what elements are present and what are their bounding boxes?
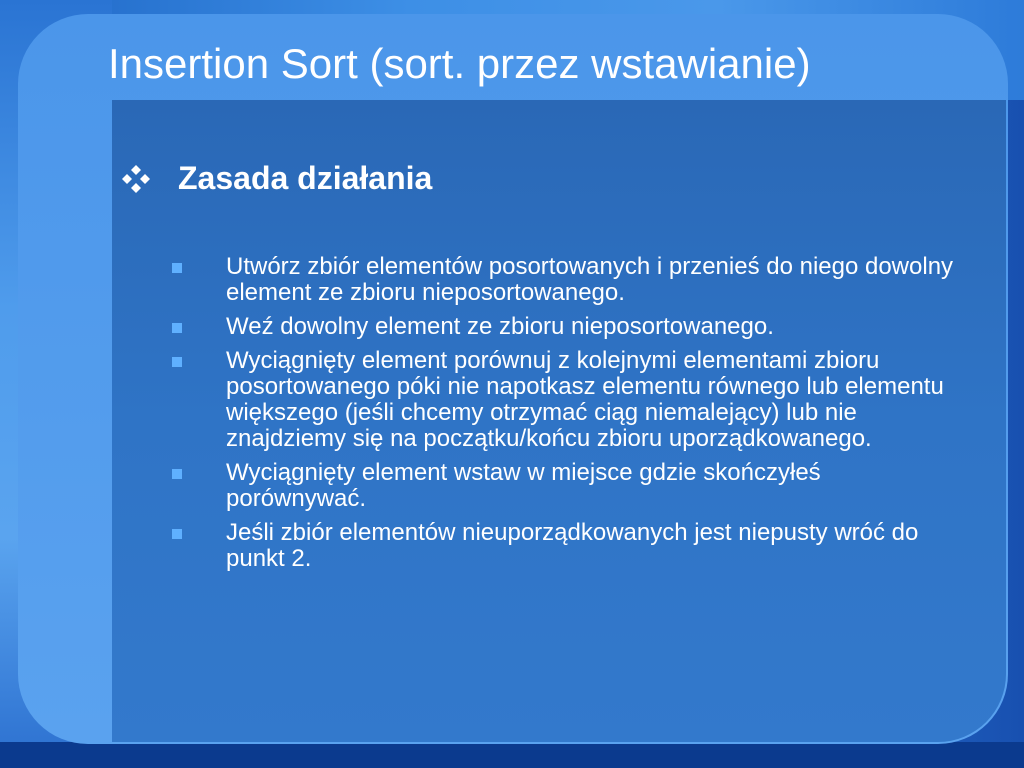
list-item-text: Utwórz zbiór elementów posortowanych i przenieś do niego dowolny element ze zbioru nieposortowanego. bbox=[226, 253, 954, 306]
section-title: Zasada działania bbox=[178, 160, 433, 196]
square-bullet-icon bbox=[172, 469, 182, 479]
square-bullet-icon bbox=[172, 263, 182, 273]
list-item bbox=[170, 254, 960, 306]
list-item-text: Weź dowolny element ze zbioru nieposortowanego. bbox=[226, 313, 774, 340]
list-item-text: Wyciągnięty element wstaw w miejsce gdzie skończyłeś porównywać. bbox=[226, 459, 821, 512]
list-item bbox=[170, 314, 960, 340]
bullet-list bbox=[170, 254, 960, 580]
square-bullet-icon bbox=[172, 357, 182, 367]
list-item bbox=[170, 460, 960, 512]
diamond-cluster-icon bbox=[120, 163, 152, 195]
slide-title: Insertion Sort (sort. przez wstawianie) bbox=[108, 40, 811, 87]
list-item bbox=[170, 520, 960, 572]
background-bottom-band bbox=[0, 742, 1024, 768]
square-bullet-icon bbox=[172, 529, 182, 539]
square-bullet-icon bbox=[172, 323, 182, 333]
list-item-text: Wyciągnięty element porównuj z kolejnymi elementami zbioru posortowanego póki nie napotkasz elementu równego lub elementu większego (jeśli chcemy otrzymać ciąg niemalejący) lub nie znajdziemy się na początku/końcu zbioru uporządkowanego. bbox=[226, 347, 944, 452]
list-item-text: Jeśli zbiór elementów nieuporządkowanych jest niepusty wróć do punkt 2. bbox=[226, 519, 919, 572]
section-heading bbox=[120, 160, 432, 197]
list-item bbox=[170, 348, 960, 452]
